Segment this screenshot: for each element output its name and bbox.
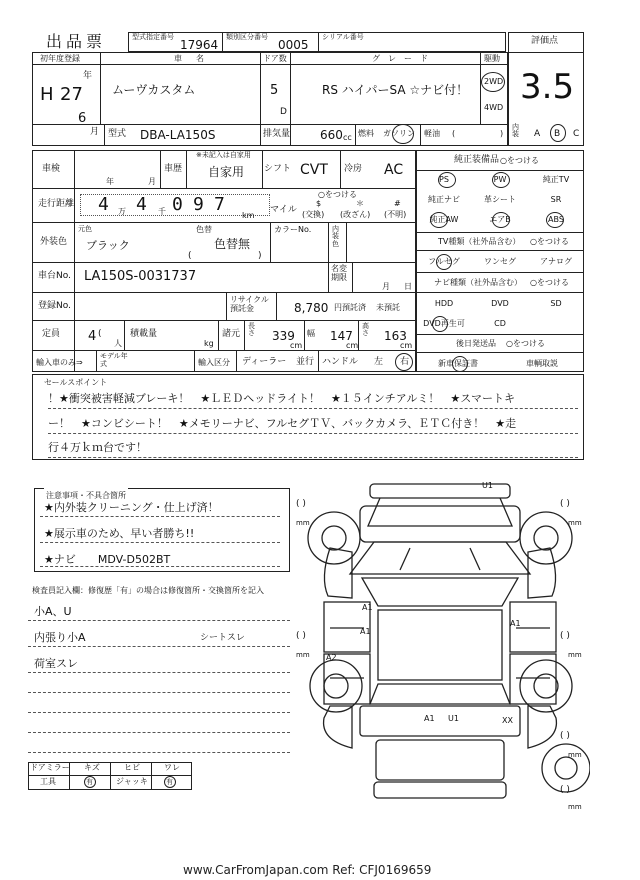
rear-hatch [360,706,520,736]
car-damage-diagram [290,478,590,808]
legend-jack: ジャッキ [116,777,148,786]
exterior-color: ブラック [86,239,130,252]
type-label: 型式指定番号 [132,33,174,41]
name-change-label: 名変期限 [331,264,347,282]
legend-jack-value: 有 [166,778,173,786]
history: 自家用 [208,165,245,179]
equip-item-1-1: 革シート [484,195,516,204]
equip-item-1-2: SR [550,195,562,204]
notes-label: 注意事項・不具合箇所 [46,491,126,500]
equipment-title: 純正装備品 [454,155,500,165]
hood [350,542,530,574]
model-label: 型式 [108,129,127,139]
tv-item-1: ワンセグ [484,257,516,266]
inspector-line-2b: シートスレ [200,633,245,643]
height: 163 [384,329,407,343]
front-left-fender [324,548,352,598]
sales-line-1: ！★衝突被害軽減ブレーキ！ ★ＬＥＤヘッドライト！ ★１５インチアルミ！ ★スマートキ [48,392,516,405]
navi-item-1: DVD [491,299,509,308]
capacity: 4 [88,329,97,344]
displacement-label: 排気量 [263,129,291,139]
car-name-label: 車名 [174,54,218,63]
interior-selected-circle [550,124,566,142]
tire-depth-spare: ( ) [560,731,570,741]
class-value: 0005 [278,38,309,52]
windshield [362,578,518,606]
drive-4wd: 4WD [484,103,504,112]
rear-right-door [510,654,556,704]
footer-watermark: www.CarFromJapan.com Ref: CFJ0169659 [183,863,432,877]
navi-dvd-circle [432,316,448,332]
inspector-line-1: 小A、U [34,605,72,618]
inspector-label: 検査員記入欄：修復歴「有」の場合は修復箇所・交換箇所を記入 [32,586,264,595]
tv-type-title: TV種類（社外品含む） [438,237,521,246]
sales-line-2: ー！ ★コンビシート！ ★メモリーナビ、フルセグＴＶ、バックカメラ、ＥＴＣ付き！ ★走 [48,417,517,430]
wheel-front-right [520,512,572,564]
damage-label-xx: XX [502,716,513,725]
damage-label-a1-2: A1 [360,627,371,636]
interior-c: C [573,129,580,139]
paint-status: 色替無 [214,237,251,251]
color-label: 外装色 [40,237,68,247]
damage-label-u1-front: U1 [482,481,493,490]
mileage-label: 走行距離 [38,199,75,209]
equip-item-0-2: 純正TV [542,175,570,184]
ac: AC [384,162,404,178]
tire-depth-rl: ( ) [296,631,306,641]
interior-label: 内装 [512,123,519,138]
tv-item-2: アナログ [540,257,572,266]
sales-label: セールスポイント [44,378,108,387]
model: DBA-LA150S [140,128,216,142]
navi-item2-1: CD [494,319,506,328]
later-item-0: 新車保証書 [438,359,478,368]
capacity-label: 定員 [42,329,61,339]
fuel-gas: ガソリン [383,129,415,138]
tire-depth-extra: ( ) [560,785,570,795]
notes-line-2: ★展示車のため、早い者勝ち!! [44,527,195,540]
notes-line-1: ★内外装クリーニング・仕上げ済！ [44,501,219,514]
equip-item-2-0: 純正AW [429,215,459,224]
width: 147 [330,329,353,343]
cargo-area [376,740,504,780]
mile-unknown: (不明) [384,210,407,219]
rear-bumper [374,782,506,798]
ac-label: 冷房 [344,164,363,174]
navi-item-0: HDD [434,299,454,308]
damage-label-a1-rear: A1 [424,714,435,723]
displacement: 660 [320,128,343,142]
handle-right: 右 [400,357,410,367]
equip-item-0-1: PW [493,175,507,184]
handle-left: 左 [374,357,384,367]
mileage-d4: 9 [193,194,204,215]
equip-item-2-1: エアB [489,215,511,224]
tv-fullseg-circle [436,254,452,270]
mileage-d3: 0 [172,194,183,215]
doors-label: ドア数 [263,54,287,63]
first-reg-month: 6 [78,111,87,126]
sales-line-3: 行４万ｋｍ台です！ [48,441,147,454]
handle-label: ハンドル [322,357,359,367]
mileage-d2: 4 [136,194,147,215]
damage-label-a1-1: A1 [362,603,373,612]
chassis-number: LA150S-0031737 [84,269,197,284]
equip-pw-circle [492,172,510,188]
serial-label: シリアル番号 [322,33,364,41]
first-reg-label: 初年度登録 [40,54,80,63]
legend-break: ワレ [164,763,180,772]
load-label: 積載量 [130,329,158,339]
navi-item-2: SD [550,299,562,308]
drive-label: 駆動 [484,54,500,63]
car-name: ムーヴカスタム [112,83,196,97]
doors: 5 [270,83,279,98]
equip-aw-circle [430,212,448,228]
equip-airb-circle [492,212,510,228]
chassis-label: 車台No. [38,271,71,281]
equip-abs-circle [546,212,564,228]
era: H [40,84,54,105]
history-note: ※未記入は自家用 [196,151,251,159]
reg-label: 登録No. [38,301,71,311]
roof [378,610,502,680]
fuel-selected-circle [392,124,414,144]
damage-label-a1-3: A1 [510,619,521,628]
dealer-option: ディーラー [242,357,287,367]
grade-label: グレード [372,54,436,63]
fuel-diesel: 軽油 [424,129,440,138]
later-warranty-circle [452,356,468,372]
navi-type-title: ナビ種類（社外品含む） [434,278,522,287]
sheet-title: 出品票 [46,32,107,51]
fuel-label: 燃料 [358,129,374,138]
hood-top [368,498,512,526]
interior-b: B [554,129,561,139]
later-item-1: 車輌取説 [526,359,558,368]
score-label: 評価点 [531,36,559,46]
rear-window [370,684,510,704]
first-reg-year: 27 [60,84,83,105]
mileage-d1: 4 [98,194,109,215]
mile-exchange: (交換) [302,210,325,219]
later-items-title: 後日発送品 [456,339,496,348]
damage-label-a2: A2 [326,653,337,662]
interior-a: A [534,129,541,139]
shift-label: シフト [264,164,292,174]
dims-label: 諸元 [222,329,241,339]
recycle-label: リサイクル預託金 [230,295,269,314]
interior-color-label: 内装色 [332,225,339,248]
front-right-fender [528,548,556,598]
notes-line-3: ★ナビ MDV-D502BT [44,553,171,566]
legend-tools-value: 有 [86,778,93,786]
type-value: 17964 [180,38,219,52]
legend-crack: ヒビ [124,763,140,772]
legend-door-mirror: ドアミラー [30,763,70,772]
equip-ps-circle [438,172,456,188]
equip-item-2-2: ABS [548,215,564,224]
equip-item-1-0: 純正ナビ [428,195,460,204]
mile-circle-note: ○をつける [318,190,357,199]
import-class-label: 輸入区分 [198,358,230,367]
color-no-label: カラーNo. [274,225,312,234]
damage-label-u1-rear: U1 [448,714,459,723]
recycle-amount: 8,780 [294,301,329,315]
inspection-label: 車検 [42,164,61,174]
mile-tampered: (改ざん) [340,210,371,219]
equip-item-0-0: PS [439,175,449,184]
tv-item-0: フルセグ [428,257,460,266]
handle-selected-circle [395,353,413,371]
length: 339 [272,329,295,343]
wheel-front-left [308,512,360,564]
drive-2wd: 2WD [484,77,504,86]
grade: RS ハイパーSA ☆ナビ付！ [322,83,469,97]
legend-tools: 工具 [40,777,56,786]
class-label: 類別区分番号 [226,33,268,41]
import-label: 輸入車のみ⇒ [36,358,83,367]
tire-depth-fl: ( ) [296,499,306,509]
history-label: 車歴 [164,164,183,174]
navi-item2-0: DVD再生可 [423,319,465,328]
score-value: 3.5 [520,67,575,107]
mile-label: マイル [270,205,297,215]
tire-depth-fr: ( ) [560,499,570,509]
parallel-option: 並行 [296,357,315,367]
auction-sheet: 出品票 型式指定番号 17964 類別区分番号 0005 シリアル番号 評価点 3.5 初年度登録 車名 ドア数 グレード 駆動 H 27 年 6 月 ムーヴカスタム 5 D RS ハイパーSA ☆ナビ付！ 2WD 4WD 型式 DBA-LA150S 排気量 660 cc 燃料 ガソリン 軽油 ( ) 内装 A B C 車検 年 月 車歴 ※未記入は自家用 自家用 シフト CVT 冷房 AC 走行距離 4 万 4 千 0 9 7 km ○をつける マイル $ (交換) ＊ (改ざん) # (不明) 外装色 元色 ブラック 色替 色替無 ( ) カラーNo. 内装色 車台No. LA150S-0031737 名変期限 月 日 登録No. リサイクル預託金 8,780 円預託済 未預託 定員 4 ( 人 積載量 kg 諸元 長さ 339 cm 幅 147 cm 高さ 163 cm 輸入車のみ⇒ モデル年式 輸入区分 ディーラー 並行 ハンドル 左 右 純正装備品 ○をつける PS PW 純正TV 純正ナビ 革シート SR 純正AW エアB ABS TV種類（社外品含む） ○をつける フルセグ ワンセグ アナログ ナビ種類（社外品含む） ○をつける HDD DVD SD DVD再生可 CD 後日発送品 ○をつける 新車保証書 車輌取説 セールスポイント ！★衝突被害軽減ブレーキ！ ★ＬＥＤヘッドライト！ ★１５インチアルミ！ ★スマートキ ー！ ★コンビシート！ ★メモリーナビ、フルセグＴＶ、バックカメラ、ＥＴＣ付き！ ★走 行４万ｋｍ台です！ 注意事項・不具合箇所 ★内外装クリーニング・仕上げ済！ ★展示車のため、早い者勝ち!! ★ナビ MDV-D502BT 検査員記入欄：修復歴「有」の場合は修復箇所・交換箇所を記入 小A、U 内張り小A シートスレ 荷室スレ ドアミラー キズ ヒビ ワレ 工具 有 ジャッキ 有 U1 A1 A1 A1 A2 A1 U1 XX ( ) mm ( ) mm ( ) mm ( ) mm ( ) mm ( ) mm www.CarFromJapan.com Ref: CFJ0169659 [0,0,640,880]
mileage-d5: 7 [214,194,225,215]
recycle-unpaid: 未預託 [376,303,400,312]
inspector-line-2: 内張り小A [34,631,86,644]
tire-depth-rr: ( ) [560,631,570,641]
shift: CVT [300,162,328,178]
legend-scratch: キズ [84,763,100,772]
model-year-label: モデル年式 [100,352,128,368]
inspector-line-3: 荷室スレ [34,657,78,670]
